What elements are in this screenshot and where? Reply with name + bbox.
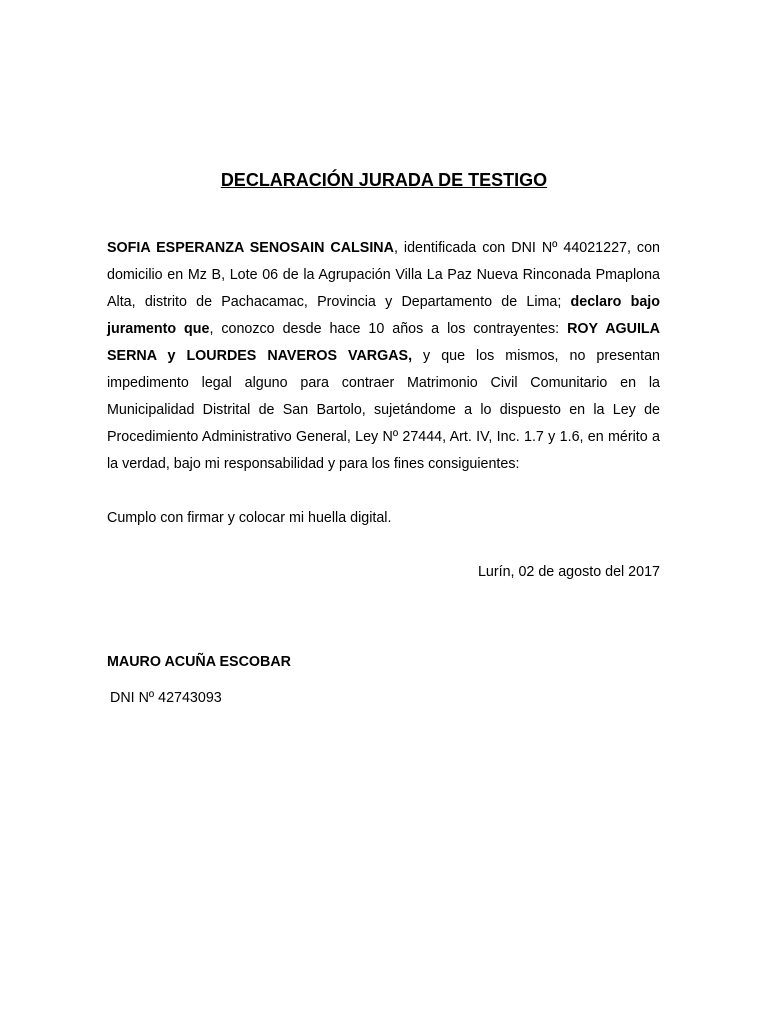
declarant-name: SOFIA ESPERANZA SENOSAIN CALSINA (107, 240, 394, 256)
signer-name: MAURO ACUÑA ESCOBAR (107, 654, 292, 670)
paragraph-text-3: y que los mismos, no presentan impedimento legal alguno para contraer Matrimonio Civil Comunitario en la Municipalidad Distrital de San Bartolo, sujetándome a lo dispuesto en la Ley de Procedimiento Administrativo General, Ley Nº 27444, Art. IV, Inc. 1.7 y 1.6, en mérito a la verdad, bajo mi responsabilidad y para los fines consiguientes: (107, 348, 660, 472)
signer-dni: DNI Nº 42743093 (110, 690, 222, 706)
place-date: Lurín, 02 de agosto del 2017 (477, 564, 660, 580)
contracting-parties: ROY AGUILA SERNA y LOURDES NAVEROS VARGAS, (107, 321, 660, 364)
paragraph-text-2: , conozco desde hace 10 años a los contrayentes: (209, 321, 568, 337)
declaration-paragraph (107, 235, 660, 478)
document-title: DECLARACIÓN JURADA DE TESTIGO (220, 170, 548, 190)
paragraph-text-1: , identificada con DNI Nº 44021227, con domicilio en Mz B, Lote 06 de la Agrupación Villa La Paz Nueva Rinconada Pmaplona Alta, distrito de Pachacamac, Provincia y Departamento de Lima; (107, 240, 660, 310)
declaration-phrase: declaro bajo juramento que (107, 294, 661, 337)
closing-statement: Cumplo con firmar y colocar mi huella digital. (107, 510, 392, 526)
